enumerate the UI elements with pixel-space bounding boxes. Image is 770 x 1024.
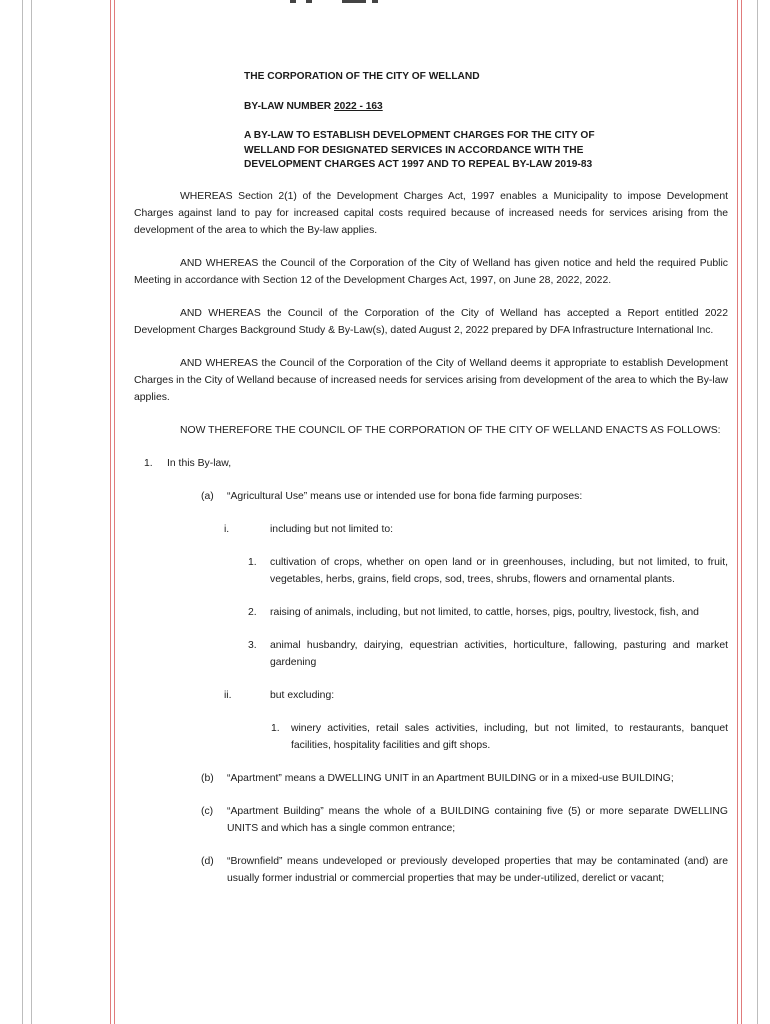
- definition-text: “Apartment” means a DWELLING UNIT in an Apartment BUILDING or in a mixed-use BUILDING;: [227, 772, 674, 784]
- list-item-text: cultivation of crops, whether on open land or in greenhouses, including, but not limited, to fruit, vegetables, herbs, grains, field crops, sod, trees, shrubs, flowers and ornamental plants.: [270, 556, 728, 585]
- subclause-marker: ii.: [224, 689, 232, 701]
- left-margin-rule: [114, 0, 115, 1024]
- definition-marker: (d): [201, 855, 214, 867]
- scan-edge-line: [31, 0, 32, 1024]
- list-item-marker: 1.: [271, 722, 280, 734]
- document-header: [244, 70, 628, 173]
- definition-b: [134, 770, 728, 787]
- definition-c: [134, 803, 728, 837]
- subclause-text: but excluding:: [270, 689, 335, 701]
- section-text: In this By-law,: [167, 457, 232, 469]
- definition-text: “Apartment Building” means the whole of a BUILDING containing five (5) or more separate DWELLING UNITS and which has a single common entrance;: [227, 805, 728, 834]
- bylaw-number: 2022 - 163: [334, 100, 383, 112]
- bylaw-title: A BY-LAW TO ESTABLISH DEVELOPMENT CHARGES FOR THE CITY OF WELLAND FOR DESIGNATED SERVICES IN ACCORDANCE WITH THE DEVELOPMENT CHARGES ACT 1997 AND TO REPEAL BY-LAW 2019-83: [244, 130, 595, 170]
- enacting-clause: NOW THEREFORE THE COUNCIL OF THE CORPORATION OF THE CITY OF WELLAND ENACTS AS FOLLOWS:: [180, 424, 721, 436]
- subclause-ii: [134, 687, 728, 704]
- top-cutoff-mark: [290, 0, 390, 4]
- list-item-marker: 3.: [248, 639, 257, 651]
- recital-paragraph: AND WHEREAS the Council of the Corporation of the City of Welland has accepted a Report entitled 2022 Development Charges Background Study & By-Law(s), dated August 2, 2022 prepared by DFA Infrastructure International Inc.: [134, 307, 728, 336]
- recital-paragraph: AND WHEREAS the Council of the Corporation of the City of Welland deems it appropriate to establish Development Charges in the City of Welland because of increased needs for services arising from development of the area to which the By-law applies.: [134, 357, 728, 403]
- list-item-marker: 1.: [248, 556, 257, 568]
- subclause-text: including but not limited to:: [270, 523, 394, 535]
- scan-edge-line: [22, 0, 23, 1024]
- definition-a: [134, 488, 728, 505]
- list-item-text: animal husbandry, dairying, equestrian activities, horticulture, fallowing, pasturing and market gardening: [270, 639, 728, 668]
- definition-text: “Brownfield” means undeveloped or previously developed properties that may be contaminated (and) are usually former industrial or commercial properties that may be under-utilized, derelict or vacant;: [227, 855, 728, 884]
- definition-d: [134, 853, 728, 887]
- list-item: [134, 720, 728, 754]
- document-page: [134, 70, 728, 903]
- bylaw-number-prefix: BY-LAW NUMBER: [244, 100, 334, 112]
- definition-text: “Agricultural Use” means use or intended use for bona fide farming purposes:: [227, 490, 583, 502]
- definition-marker: (b): [201, 772, 214, 784]
- list-item: [134, 637, 728, 671]
- subclause-i: [134, 521, 728, 538]
- right-margin-rule: [741, 0, 742, 1024]
- subclause-marker: i.: [224, 523, 230, 535]
- list-item-text: winery activities, retail sales activities, including, but not limited, to restaurants, banquet facilities, hospitality facilities and gift shops.: [291, 722, 728, 751]
- list-item-text: raising of animals, including, but not limited, to cattle, horses, pigs, poultry, livestock, fish, and: [270, 606, 699, 618]
- corporation-title: THE CORPORATION OF THE CITY OF WELLAND: [244, 71, 480, 82]
- left-margin-rule: [110, 0, 111, 1024]
- list-item: [134, 604, 728, 621]
- definition-marker: (a): [201, 490, 214, 502]
- section-marker: 1.: [144, 457, 153, 469]
- recital-paragraph: WHEREAS Section 2(1) of the Development Charges Act, 1997 enables a Municipality to impose Development Charges against land to pay for increased capital costs required because of increased needs for services arising from the development of the area to which the By-law applies.: [134, 190, 728, 236]
- recital-paragraph: AND WHEREAS the Council of the Corporation of the City of Welland has given notice and held the required Public Meeting in accordance with Section 12 of the Development Charges Act, 1997, on June 28, 2022, 2022.: [134, 257, 728, 286]
- right-margin-rule: [737, 0, 738, 1024]
- list-item: [134, 554, 728, 588]
- list-item-marker: 2.: [248, 606, 257, 618]
- section-1: [134, 455, 728, 472]
- scan-edge-line: [757, 0, 758, 1024]
- definition-marker: (c): [201, 805, 214, 817]
- bylaw-number-line: [244, 100, 628, 115]
